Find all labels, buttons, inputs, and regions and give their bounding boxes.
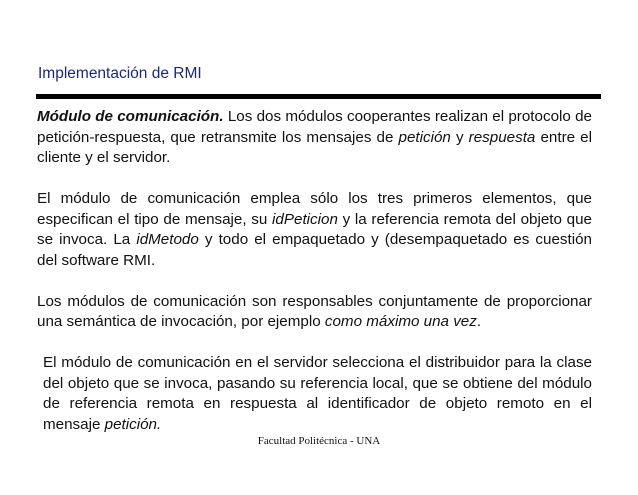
- italic-term: petición: [398, 128, 451, 146]
- paragraph-text: y todo el empaquetado y (desempaquetado es cuestión del software RMI.: [37, 231, 593, 269]
- paragraph-server-dispatch: [37, 353, 592, 435]
- title-divider: [36, 94, 601, 99]
- italic-term: idPeticion: [272, 210, 338, 228]
- italic-term: como máximo una vez: [324, 313, 477, 330]
- paragraph-text: y la referencia remota del objeto que se invoca. La: [37, 210, 592, 248]
- paragraph-invocation-semantics: [37, 292, 592, 333]
- paragraph-text: El módulo de comunicación emplea sólo los tres primeros elementos, que especifican el tipo de mensaje, su: [37, 190, 592, 228]
- paragraph-text: Los módulos de comunicación son responsables conjuntamente de proporcionar una semántica de invocación, por ejemplo: [37, 292, 592, 330]
- paragraph-text: Los dos módulos cooperantes realizan el protocolo de petición-respuesta, que retransmite los mensajes de: [37, 108, 592, 146]
- slide-title: Implementación de RMI: [38, 65, 202, 82]
- italic-term: idMetodo: [136, 231, 199, 248]
- italic-term: petición.: [104, 415, 162, 433]
- paragraph-text: El módulo de comunicación en el servidor selecciona el distribuidor para la clase del objeto que se invoca, pasando su referencia local, que se obtiene del módulo de referencia remota en respuesta al identificador de objeto remoto en el mensaje: [43, 354, 592, 433]
- lead-term: Módulo de comunicación.: [37, 108, 224, 125]
- paragraph-text: y: [450, 128, 469, 146]
- slide-footer: Facultad Politécnica - UNA: [257, 435, 381, 447]
- paragraph-text: entre el cliente y el servidor.: [37, 128, 592, 166]
- paragraph-message-elements: [37, 189, 592, 271]
- slide-body: [37, 107, 592, 435]
- italic-term: respuesta: [468, 128, 536, 146]
- paragraph-text: .: [476, 313, 482, 330]
- paragraph-communication-module: [37, 107, 592, 169]
